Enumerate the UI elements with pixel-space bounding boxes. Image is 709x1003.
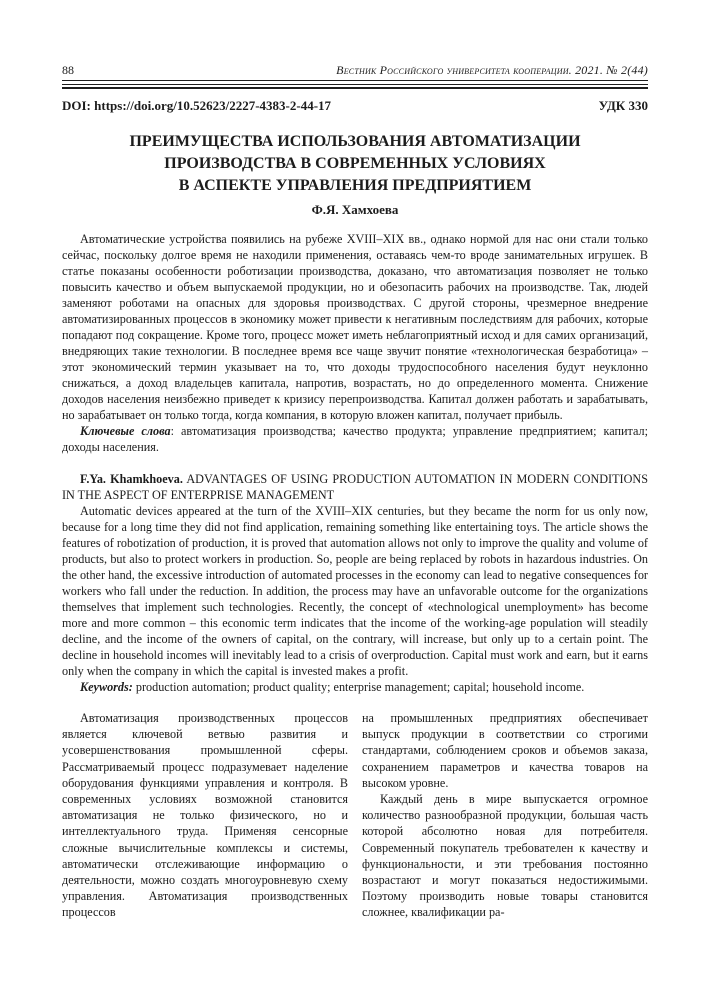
body-columns: [62, 710, 648, 921]
english-title: ADVANTAGES OF USING PRODUCTION AUTOMATION IN MODERN CONDITIONS IN THE ASPECT OF ENTERPRISE MANAGEMENT: [62, 472, 648, 502]
keywords-en-label: Keywords:: [80, 680, 133, 694]
body-paragraph-2: Каждый день в мире выпускается огромное количество разнообразной продукции, большая часть которой абсолютно новая для потребителя. Современный покупатель требователен к качеству и функциональности, и эти требования постоянно возрастают и могут показаться недостижимыми. Поэтому производить новые товары становится сложнее, квалификации ра-: [362, 792, 648, 920]
doi-udk-row: [62, 98, 648, 114]
keywords-ru-paragraph: [62, 423, 648, 455]
running-head: [62, 63, 648, 78]
abstract-en-paragraph: Automatic devices appeared at the turn of the XVIII–XIX centuries, but they became the norm for us only now, because for a long time they did not find application, remaining something like entertaining toys. The article shows the features of robotization of production, it is proved that automation allows not only to improve the quality and volume of products, but also to protect workers in production. So, people are being replaced by robots in hazardous industries. On the other hand, the excessive introduction of automated processes in the economy can lead to negative consequences for workers who fall under the reduction. In addition, the process may have an unfavorable outcome for the organizations themselves that implement such technologies. Recently, the concept of «technological unemployment» has become more and more common – this economic term indicates that the income of the working-age population will steadily decline, and the income of the owners of capital, on the contrary, will increase, but only up to a certain point. The decline in household incomes will inevitably lead to a crisis of overproduction. Capital must work and earn, but it earns only when the company in which the capital is invested makes a profit.: [62, 504, 648, 678]
column-left: [62, 710, 348, 921]
journal-title: Вестник Российского университета кооперации. 2021. № 2(44): [336, 63, 648, 77]
header-rule-thin: [62, 80, 648, 81]
page-number: 88: [62, 63, 74, 77]
keywords-en-text: production automation; product quality; enterprise management; capital; household income.: [132, 680, 585, 694]
header-rule-triple: [62, 84, 648, 89]
english-author: F.Ya. Khamkhoeva.: [80, 472, 183, 486]
column-right: [362, 710, 648, 921]
body-paragraph-1-continued: на промышленных предприятиях обеспечивает выпуск продукции в соответствии со строгими стандартами, соблюдением сроков и объемов заказа, сохранением параметров и качества товаров на высоком уровне.: [362, 711, 648, 790]
abstract-en: [62, 471, 648, 695]
article-title-line-3: В АСПЕКТЕ УПРАВЛЕНИЯ ПРЕДПРИЯТИЕМ: [178, 177, 532, 194]
body-paragraph-1: Автоматизация производственных процессов является ключевой ветвью развития и усовершенствования промышленной сферы. Рассматриваемый процесс подразумевает наделение оборудования функциями управления и контроля. В современных условиях возможной становится автоматизация не только физического, но и интеллектуального труда. Применяя сенсорные сложные вычислительные комплексы и системы, автоматически отслеживающие информацию о деятельности, можно создать многоуровневую схему управления. Автоматизация производственных процессов: [62, 711, 348, 920]
keywords-en-paragraph: [62, 679, 648, 695]
abstract-ru: [62, 231, 648, 455]
author-name: Ф.Я. Хамхоева: [311, 202, 399, 217]
article-title-line-1: ПРЕИМУЩЕСТВА ИСПОЛЬЗОВАНИЯ АВТОМАТИЗАЦИИ: [129, 133, 581, 150]
keywords-ru-label: Ключевые слова: [80, 424, 171, 438]
abstract-ru-paragraph: Автоматические устройства появились на рубеже XVIII–XIX вв., однако нормой для нас они стали только сейчас, поскольку долгое время не находили применения, оставаясь чем-то вроде занимательных игрушек. В статье показаны особенности роботизации производства, доказано, что автоматизация позволяет не только повысить качество и объем выпускаемой продукции, но и обезопасить рабочих на производстве. Так, людей заменяют роботами на опасных для здоровья производствах. С другой стороны, чрезмерное внедрение автоматизированных процессов в экономику может привести к негативным последствиям для рабочих, которые попадают под сокращение. Кроме того, процесс может иметь неблагоприятный исход и для самих организаций, внедряющих такие технологии. В последнее время все чаще звучит понятие «технологическая безработица» – этот экономический термин указывает на то, что доходы трудоспособного населения будут неуклонно снижаться, а доход владельцев капитала, напротив, возрастать, но до определенного момента. Снижение доходов населения неизбежно приведет к кризису перепроизводства. Капитал должен работать и зарабатывать, но зарабатывает он только тогда, когда компания, в которую вложен капитал, получает прибыль.: [62, 232, 648, 422]
doi-text: DOI: https://doi.org/10.52623/2227-4383-2-44-17: [62, 98, 332, 113]
english-heading: [62, 471, 648, 503]
article-title: [62, 131, 648, 197]
udk-label: УДК 330: [598, 98, 648, 113]
article-title-line-2: ПРОИЗВОДСТВА В СОВРЕМЕННЫХ УСЛОВИЯХ: [164, 155, 546, 172]
keywords-ru-text: : автоматизация производства; качество продукта; управление предприятием; капитал; доходы населения.: [62, 424, 648, 454]
